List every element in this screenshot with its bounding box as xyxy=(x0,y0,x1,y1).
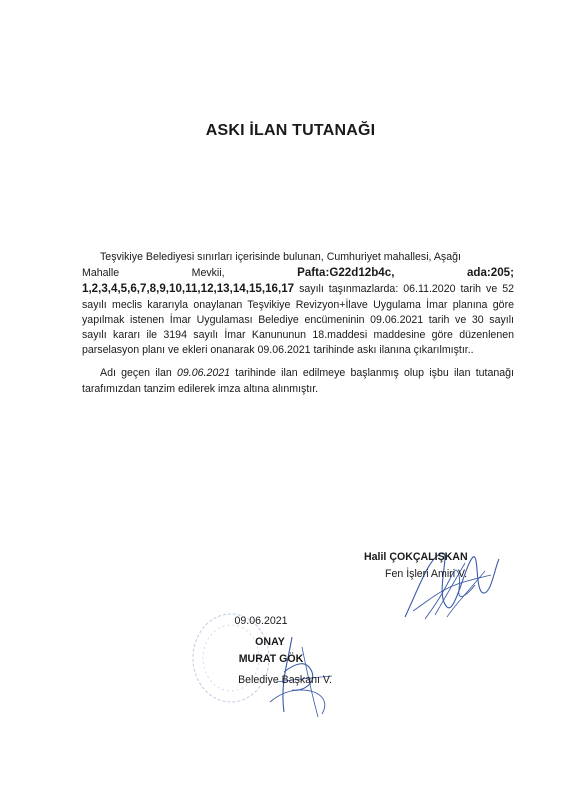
parcel-numbers: 1,2,3,4,5,6,7,8,9,10,11,12,13,14,15,16,17 xyxy=(82,282,295,296)
paragraph-1 xyxy=(82,250,514,265)
paragraph-2-rest: tarihinde ilan edilmeye başlanmış olup işbu ilan tutanağı tarafımızdan tanzim edilerek imza altına alınmıştır. xyxy=(82,367,514,395)
signatory-left-date: 09.06.2021 xyxy=(234,615,288,627)
document-body xyxy=(82,250,514,397)
signatory-left-title: Belediye Başkanı V. xyxy=(238,674,332,686)
signatory-left xyxy=(200,613,340,689)
paragraph-1-pafta-line xyxy=(82,265,514,281)
signatory-right xyxy=(364,549,468,583)
signatory-right-name: Halil ÇOKÇALIŞKAN xyxy=(364,551,468,563)
paragraph-2 xyxy=(82,366,514,396)
paragraph-1-rest: sayılı taşınmazlarda: 06.11.2020 tarih ve 52 sayılı meclis kararıyla onaylanan Teşvikiye Revizyon+İlave Uygulama İmar planına göre yapılmak istenen İmar Uygulaması Belediye encümeninin 09.06.2021 tarih ve 30 sayılı sayılı kararı ile 3194 sayılı İmar Kanununun 18.maddesi maddesine göre düzenlenen parselasyon planı ve ekleri onanarak 09.06.2021 tarihinde askı ilanına çıkarılmıştır.. xyxy=(82,283,514,357)
paragraph-1-line-1: Teşvikiye Belediyesi sınırları içerisinde bulunan, Cumhuriyet mahallesi, Aşağı xyxy=(100,251,461,263)
signatory-left-name: MURAT GÖK xyxy=(238,653,304,665)
mevkii-word: Mevkii, xyxy=(191,267,225,280)
paragraph-1-continuation xyxy=(82,281,514,358)
mahalle-word: Mahalle xyxy=(82,267,120,280)
signatory-right-title: Fen İşleri Amiri V. xyxy=(385,568,468,580)
document-title: ASKI İLAN TUTANAĞI xyxy=(205,122,376,139)
signatory-left-approval: ONAY xyxy=(255,636,285,648)
pafta-code: Pafta:G22d12b4c, xyxy=(297,266,395,280)
paragraph-2-date: 09.06.2021 xyxy=(176,367,231,380)
paragraph-2-lead: Adı geçen ilan xyxy=(100,367,177,380)
ada-number: ada:205; xyxy=(466,266,514,280)
